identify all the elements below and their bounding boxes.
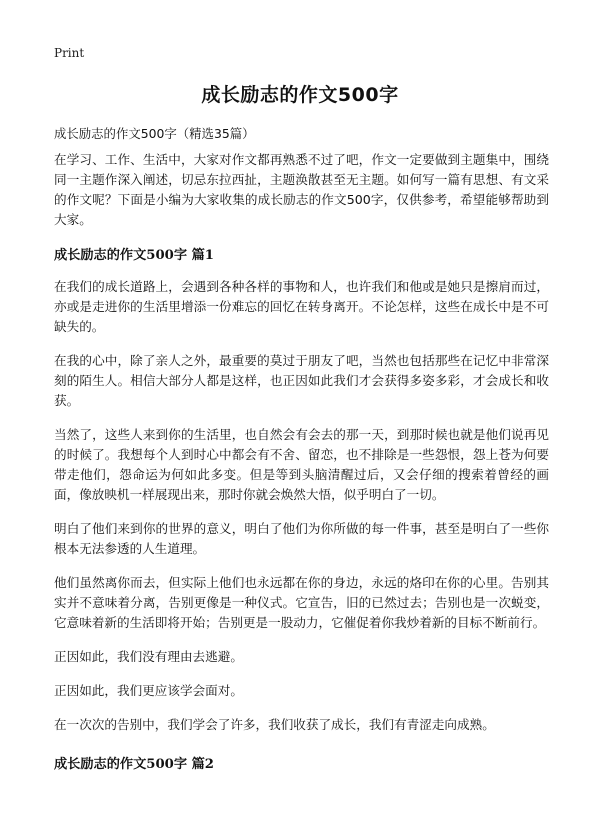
paragraph: 在一次次的告别中，我们学会了许多，我们收获了成长，我们有青涩走向成熟。: [54, 717, 495, 732]
article-body: [54, 150, 549, 786]
intro-paragraph: 在学习、工作、生活中，大家对作文都再熟悉不过了吧，作文一定要做到主题集中，围绕同一主题作深入阐述，切忌东拉西扯，主题涣散甚至无主题。如何写一篇有思想、有文采的作文呢？下面是小编为大家收集的成长励志的作文500字，仅供参考，希望能够帮助到大家。: [54, 152, 549, 227]
paragraph: 他们虽然离你而去，但实际上他们也永远都在你的身边，永远的烙印在你的心里。告别其实并不意味着分离，告别更像是一种仪式。它宣告，旧的已然过去；告别也是一次蜕变，它意味着新的生活即将开始；告别更是一股动力，它催促着你我炒着新的目标不断前行。: [54, 575, 549, 630]
print-link[interactable]: Print: [54, 46, 85, 60]
page-title: 成长励志的作文500字: [201, 84, 399, 106]
paragraph: 正因如此，我们没有理由去逃避。: [54, 649, 243, 664]
paragraph: 在我的心中，除了亲人之外，最重要的莫过于朋友了吧，当然也包括那些在记忆中非常深刻的陌生人。相信大部分人都是这样，也正因如此我们才会获得多姿多彩，才会成长和收获。: [54, 353, 549, 408]
section-heading-2: 成长励志的作文500字 篇2: [54, 757, 214, 772]
paragraph: 明白了他们来到你的世界的意义，明白了他们为你所做的每一件事，甚至是明白了一些你根本无法参透的人生道理。: [54, 521, 549, 556]
paragraph: 在我们的成长道路上，会遇到各种各样的事物和人，也许我们和他或是她只是擦肩而过，亦或是走进你的生活里增添一份难忘的回忆在转身离开。不论怎样，这些在成长中是不可缺失的。: [54, 279, 549, 334]
section-heading-1: 成长励志的作文500字 篇1: [54, 248, 214, 263]
paragraph: 正因如此，我们更应该学会面对。: [54, 683, 243, 698]
document-subtitle: 成长励志的作文500字（精选35篇）: [54, 126, 255, 141]
paragraph: 当然了，这些人来到你的生活里，也自然会有会去的那一天，到那时候也就是他们说再见的时候了。我想每个人到时心中都会有不舍、留恋，也不排除是一些怨恨，怨上苍为何要带走他们，怨命运为何如此多变。但是等到头脑清醒过后，又会仔细的搜索着曾经的画面，像放映机一样展现出来，那时你就会焕然大悟，似乎明白了一切。: [54, 427, 549, 502]
